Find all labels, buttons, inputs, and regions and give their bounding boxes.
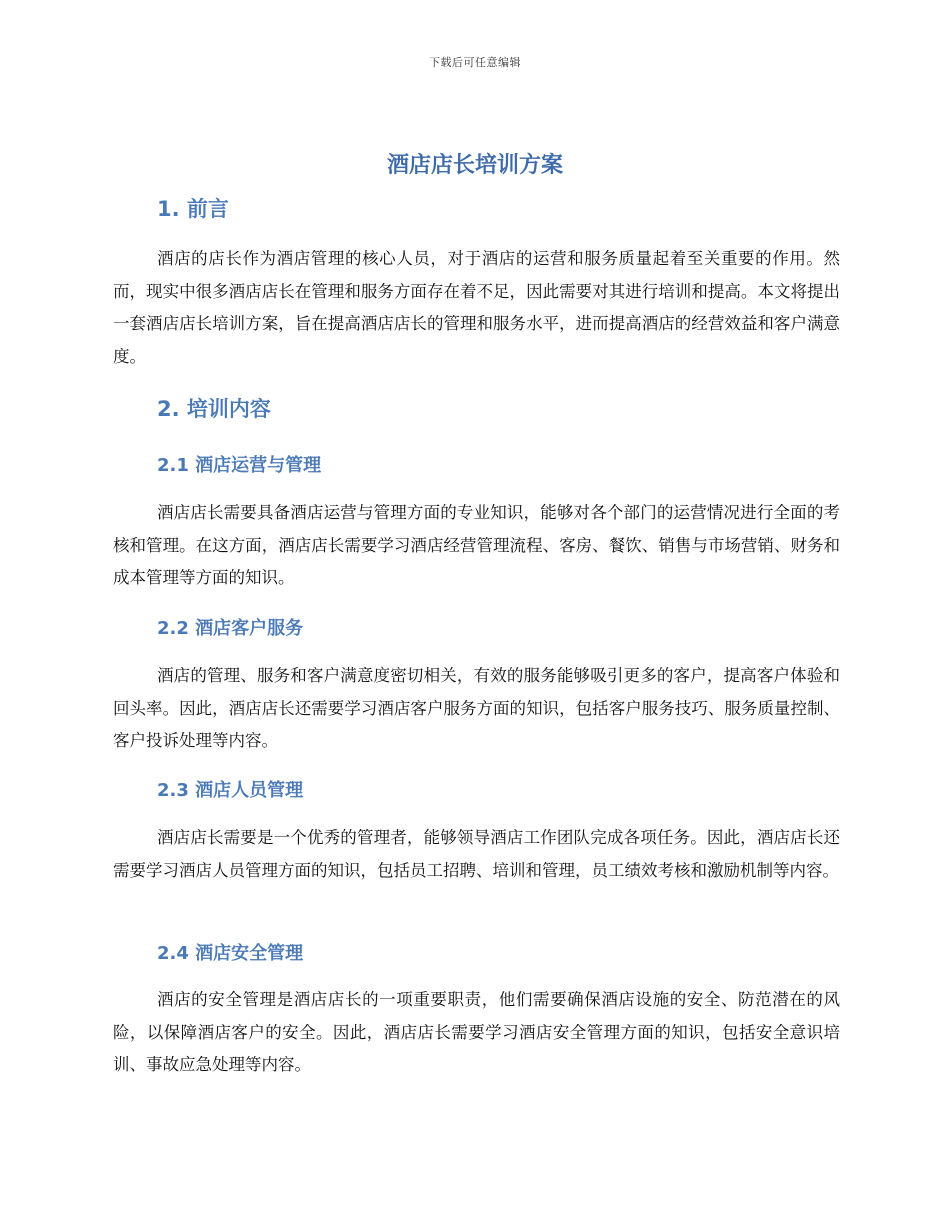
safety-management-paragraph: 酒店的安全管理是酒店店长的一项重要职责，他们需要确保酒店设施的安全、防范潜在的风险，以保障酒店客户的安全。因此，酒店店长需要学习酒店安全管理方面的知识，包括安全意识培训、事故应急处理等内容。 <box>113 990 840 1074</box>
subsection-heading-customer-service: 2.2 酒店客户服务 <box>157 618 304 639</box>
staff-management-paragraph: 酒店店长需要是一个优秀的管理者，能够领导酒店工作团队完成各项任务。因此，酒店店长还需要学习酒店人员管理方面的知识，包括员工招聘、培训和管理，员工绩效考核和激励机制等内容。 <box>113 828 840 880</box>
customer-service-paragraph: 酒店的管理、服务和客户满意度密切相关，有效的服务能够吸引更多的客户，提高客户体验和回头率。因此，酒店店长还需要学习酒店客户服务方面的知识，包括客户服务技巧、服务质量控制、客户投诉处理等内容。 <box>113 666 840 750</box>
section-heading-preface: 1. 前言 <box>157 197 229 221</box>
subsection-heading-safety-management: 2.4 酒店安全管理 <box>157 943 304 964</box>
document-title: 酒店店长培训方案 <box>386 153 563 178</box>
preface-paragraph: 酒店的店长作为酒店管理的核心人员，对于酒店的运营和服务质量起着至关重要的作用。然而，现实中很多酒店店长在管理和服务方面存在着不足，因此需要对其进行培训和提高。本文将提出一套酒店店长培训方案，旨在提高酒店店长的管理和服务水平，进而提高酒店的经营效益和客户满意度。 <box>113 249 840 366</box>
subsection-heading-operations: 2.1 酒店运营与管理 <box>157 455 322 476</box>
page-header-note: 下载后可任意编辑 <box>429 56 521 69</box>
section-heading-training-content: 2. 培训内容 <box>157 397 271 421</box>
subsection-heading-staff-management: 2.3 酒店人员管理 <box>157 780 304 801</box>
operations-paragraph: 酒店店长需要具备酒店运营与管理方面的专业知识，能够对各个部门的运营情况进行全面的考核和管理。在这方面，酒店店长需要学习酒店经营管理流程、客房、餐饮、销售与市场营销、财务和成本管理等方面的知识。 <box>113 503 840 587</box>
